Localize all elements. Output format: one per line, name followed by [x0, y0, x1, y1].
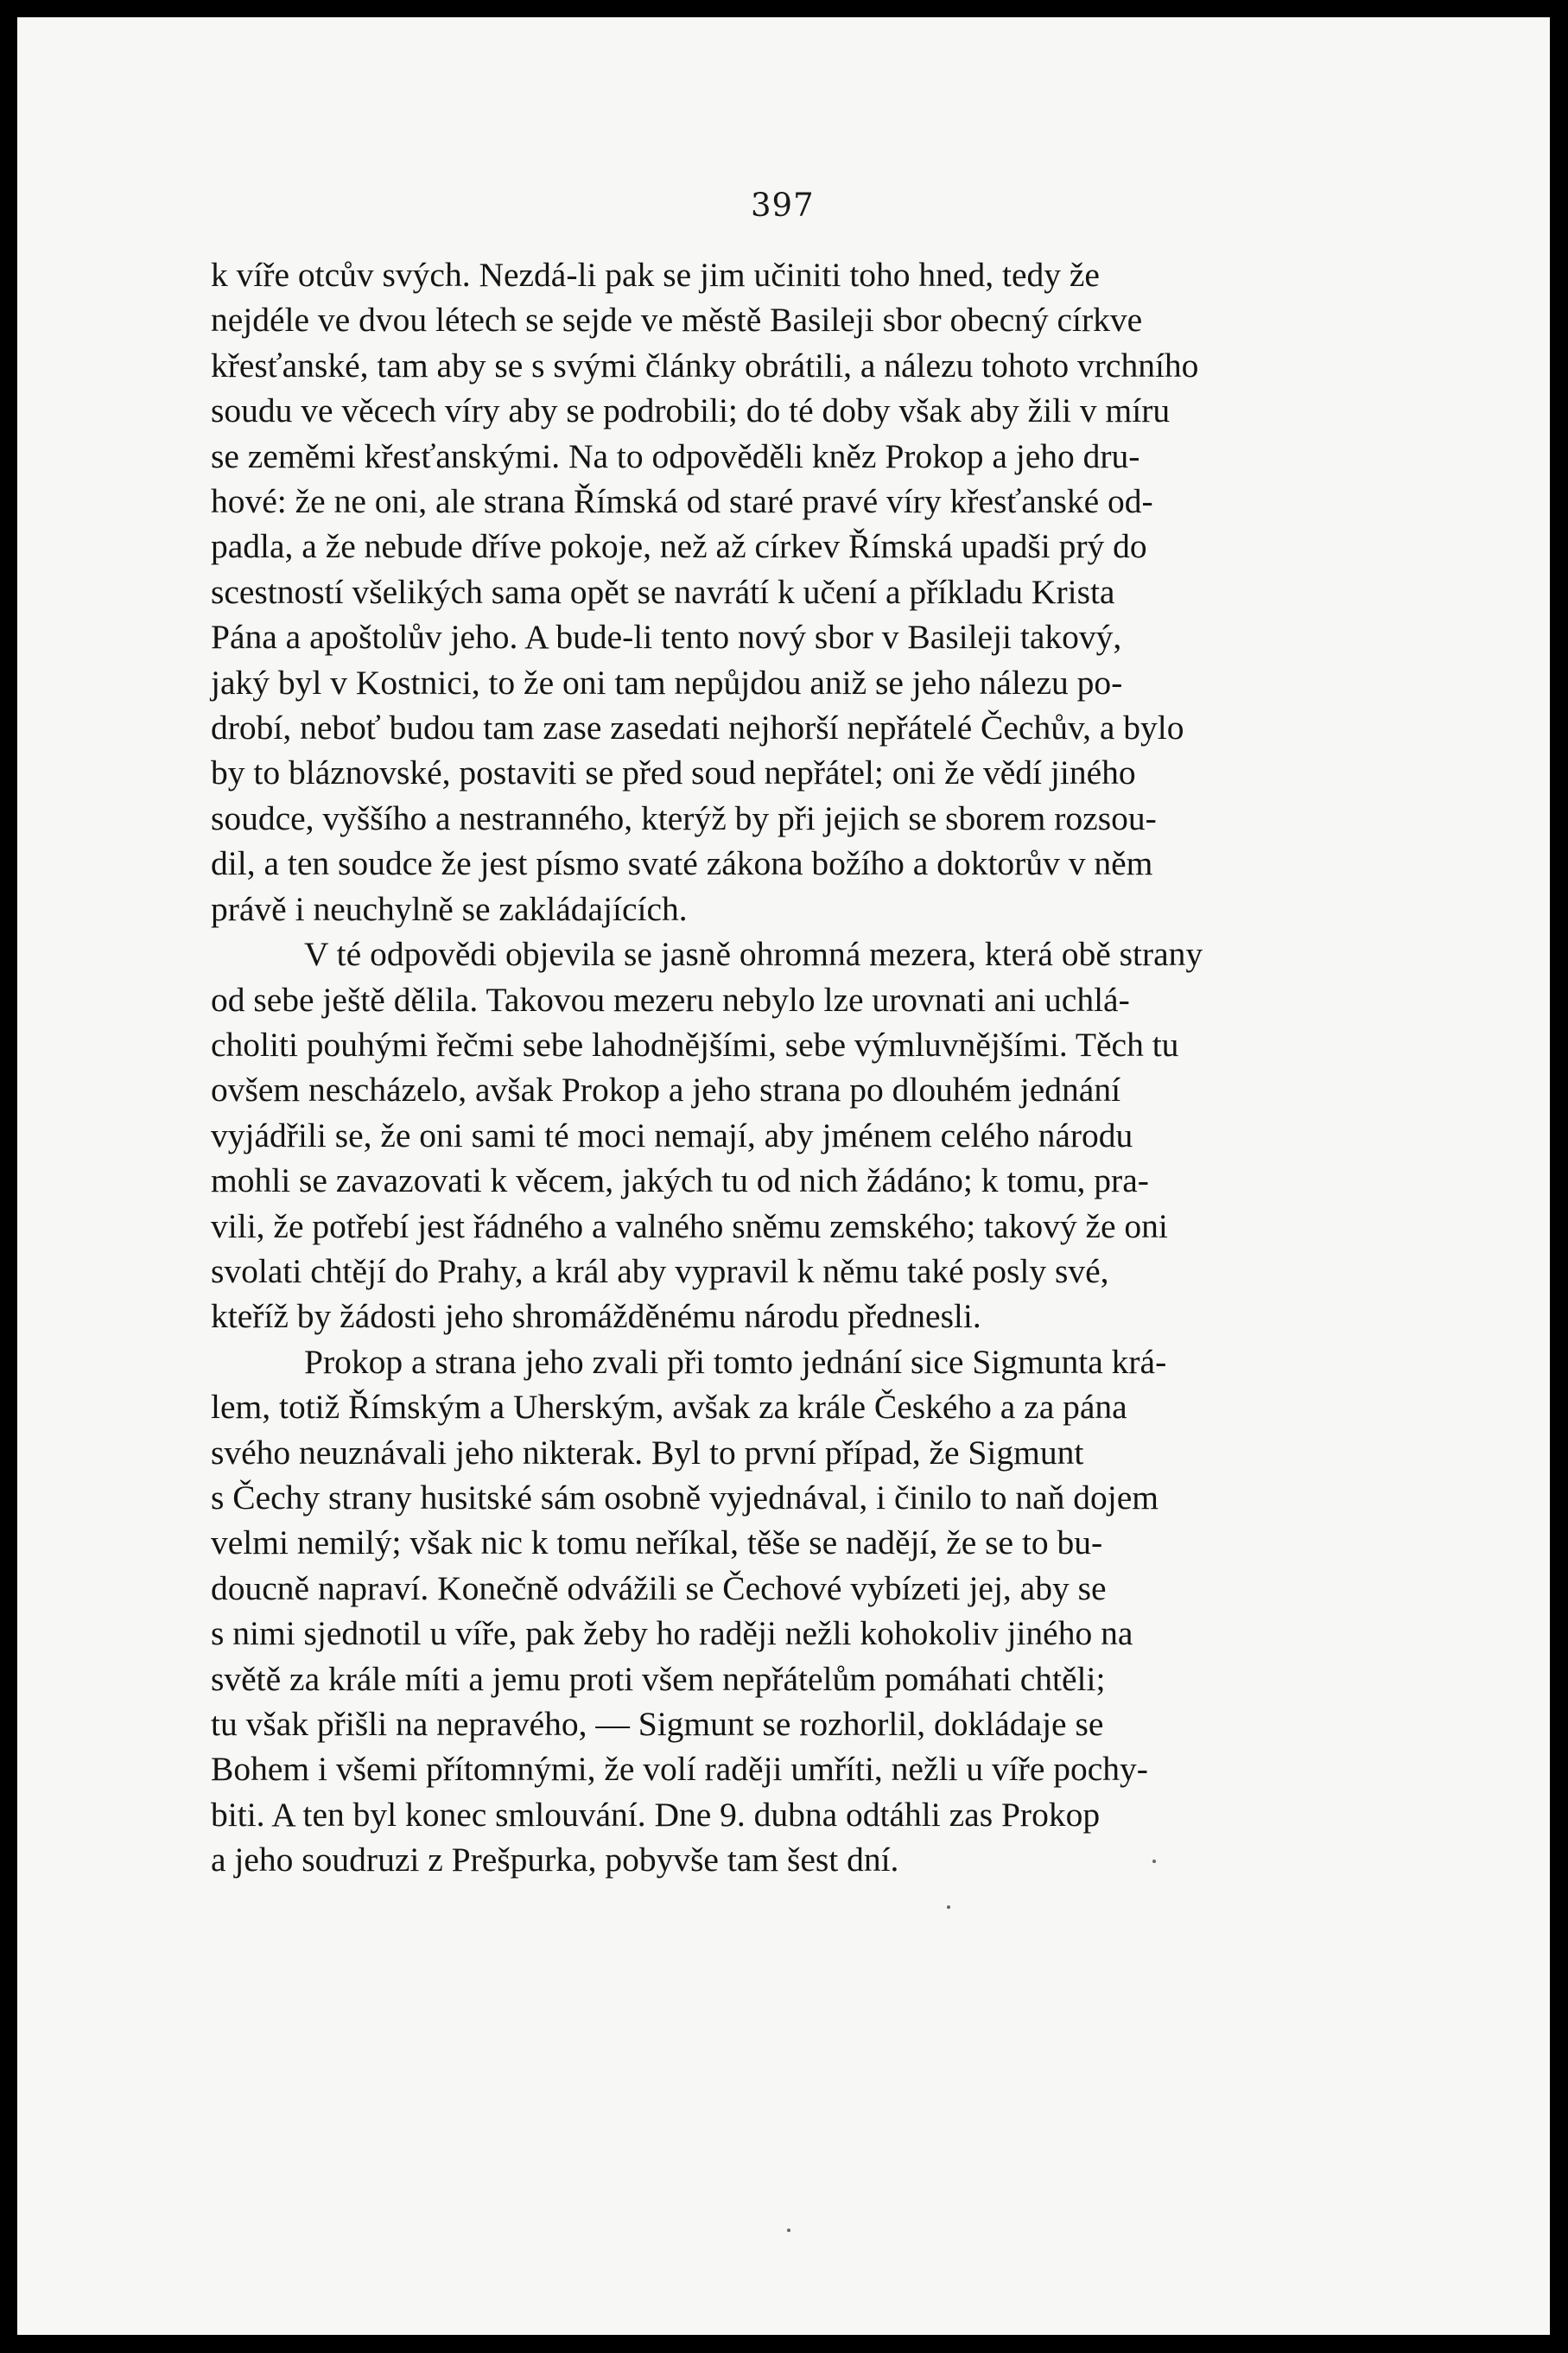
line: svého neuznávali jeho nikterak. Byl to první případ, že Sigmunt [211, 1433, 1084, 1472]
line: tu však přišli na nepravého, — Sigmunt se rozhorlil, dokládaje se [211, 1705, 1104, 1743]
line: a jeho soudruzi z Prešpurka, pobyvše tam šest dní. [211, 1841, 899, 1879]
line: choliti pouhými řečmi sebe lahodnějšími, sebe výmluvnějšími. Těch tu [211, 1025, 1179, 1064]
line: soudu ve věcech víry aby se podrobili; do té doby však aby žili v míru [211, 391, 1171, 430]
line: od sebe ještě dělila. Takovou mezeru nebylo lze urovnati ani uchlá- [211, 980, 1130, 1019]
line: by to bláznovské, postaviti se před soud nepřátel; oni že vědí jiného [211, 754, 1136, 792]
line: jaký byl v Kostnici, to že oni tam nepůjdou aniž se jeho nálezu po- [211, 663, 1123, 702]
line: k víře otcův svých. Nezdá-li pak se jim učiniti toho hned, tedy že [211, 256, 1100, 294]
line: scestností všelikých sama opět se navrátí k učení a příkladu Krista [211, 572, 1115, 611]
line: vili, že potřebí jest řádného a valného sněmu zemského; takový že oni [211, 1206, 1168, 1245]
line: Bohem i všemi přítomnými, že volí raději umříti, nežli u víře pochy- [211, 1750, 1148, 1789]
line: svolati chtějí do Prahy, a král aby vypravil k němu také posly své, [211, 1251, 1109, 1290]
paragraph-2 [211, 932, 1327, 1339]
line: právě i neuchylně se zakládajících. [211, 889, 688, 928]
line: velmi nemilý; však nic k tomu neříkal, těše se nadějí, že se to bu- [211, 1523, 1103, 1562]
line: kteříž by žádosti jeho shromážděnému národu přednesli. [211, 1297, 981, 1336]
line: drobí, neboť budou tam zase zasedati nejhorší nepřátelé Čechův, a bylo [211, 709, 1184, 747]
line: doucně napraví. Konečně odvážili se Čechové vybízeti jej, aby se [211, 1568, 1107, 1607]
ink-speck [787, 2229, 790, 2232]
line: ovšem nescházelo, avšak Prokop a jeho strana po dlouhém jednání [211, 1071, 1121, 1110]
paragraph-3 [211, 1339, 1327, 1883]
line: křesťanské, tam aby se s svými články obrátili, a nálezu tohoto vrchního [211, 346, 1199, 385]
ink-speck [947, 1905, 950, 1909]
paragraph-1 [211, 252, 1327, 932]
line: světě za krále míti a jemu proti všem nepřátelům pomáhati chtěli; [211, 1659, 1106, 1698]
line: lem, totiž Římským a Uherským, avšak za krále Českého a za pána [211, 1388, 1127, 1427]
book-page [17, 17, 1550, 2335]
line: Pána a apoštolův jeho. A bude-li tento nový sbor v Basileji takový, [211, 618, 1122, 657]
line: dil, a ten soudce že jest písmo svaté zákona božího a doktorův v něm [211, 844, 1153, 883]
line: hové: že ne oni, ale strana Římská od staré pravé víry křesťanské od- [211, 482, 1153, 521]
line: mohli se zavazovati k věcem, jakých tu od nich žádáno; k tomu, pra- [211, 1161, 1149, 1200]
line: vyjádřili se, že oni sami té moci nemají, aby jménem celého národu [211, 1116, 1133, 1154]
line: s nimi sjednotil u víře, pak žeby ho raději nežli kohokoliv jiného na [211, 1614, 1133, 1653]
line: Prokop a strana jeho zvali při tomto jednání sice Sigmunta krá- [304, 1342, 1167, 1381]
line: nejdéle ve dvou létech se sejde ve městě Basileji sbor obecný církve [211, 301, 1143, 340]
line: soudce, vyššího a nestranného, kterýž by při jejich se sborem rozsou- [211, 798, 1157, 837]
body-text [211, 252, 1327, 1883]
line: V té odpovědi objevila se jasně ohromná mezera, která obě strany [304, 935, 1203, 974]
ink-speck [1152, 1860, 1156, 1863]
line: padla, a že nebude dříve pokoje, než až církev Římská upadši prý do [211, 527, 1147, 566]
line: se zeměmi křesťanskými. Na to odpověděli kněz Prokop a jeho dru- [211, 436, 1140, 475]
line: biti. A ten byl konec smlouvání. Dne 9. dubna odtáhli zas Prokop [211, 1795, 1101, 1834]
page-number: 397 [751, 187, 815, 224]
line: s Čechy strany husitské sám osobně vyjednával, i činilo to naň dojem [211, 1478, 1159, 1517]
